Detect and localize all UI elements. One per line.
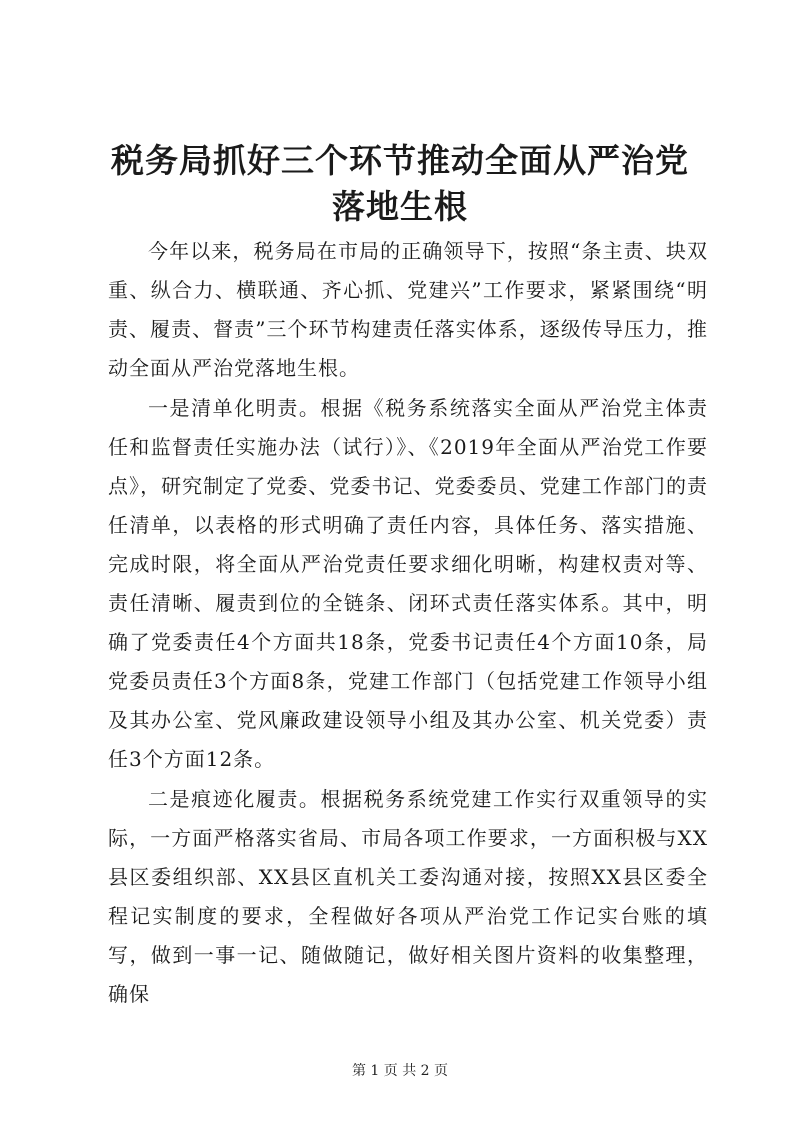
- document-body: [108, 232, 708, 1014]
- paragraph-trace-responsibility: 二是痕迹化履责。根据税务系统党建工作实行双重领导的实际，一方面严格落实省局、市局各项工作要求，一方面积极与XX县区委组织部、XX县区直机关工委沟通对接，按照XX县区委全程记实制度的要求，全程做好各项从严治党工作记实台账的填写，做到一事一记、随做随记，做好相关图片资料的收集整理，确保: [108, 787, 708, 1006]
- page-footer: 第 1 页 共 2 页: [351, 1063, 449, 1079]
- paragraph-clear-responsibility: 一是清单化明责。根据《税务系统落实全面从严治党主体责任和监督责任实施办法（试行）》、《2019年全面从严治党工作要点》，研究制定了党委、党委书记、党委委员、党建工作部门的责任清单，以表格的形式明确了责任内容，具体任务、落实措施、完成时限，将全面从严治党责任要求细化明晰，构建权责对等、责任清晰、履责到位的全链条、闭环式责任落实体系。其中，明确了党委责任4个方面共18条，党委书记责任4个方面10条，局党委员责任3个方面8条，党建工作部门（包括党建工作领导小组及其办公室、党风廉政建设领导小组及其办公室、机关党委）责任3个方面12条。: [108, 396, 708, 771]
- document-title: 税务局抓好三个环节推动全面从严治党落地生根: [111, 141, 689, 226]
- paragraph-intro: 今年以来，税务局在市局的正确领导下，按照“条主责、块双重、纵合力、横联通、齐心抓、党建兴”工作要求，紧紧围绕“明责、履责、督责”三个环节构建责任落实体系，逐级传导压力，推动全面从严治党落地生根。: [108, 239, 708, 380]
